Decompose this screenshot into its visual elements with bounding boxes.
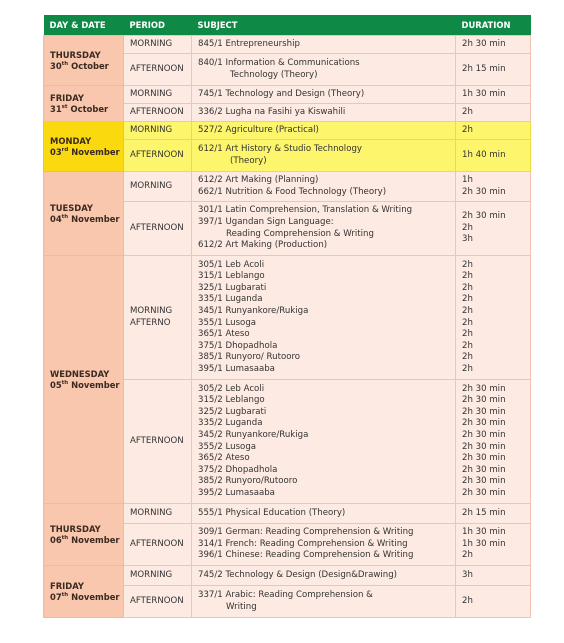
duration-cell: 2h [456,586,531,618]
duration-cell: 1h 40 min [456,140,531,172]
table-row [44,172,531,202]
day-cell-fri07: FRIDAY 07th November [44,566,124,618]
period-cell: AFTERNOON [124,380,192,504]
subject-cell: 745/1 Technology and Design (Theory) [192,86,456,104]
subject-cell: 336/2 Lugha na Fasihi ya Kiswahili [192,104,456,122]
period-cell: AFTERNOON [124,202,192,256]
subject-cell: 840/1 Information & Communications Technology (Theory) [192,54,456,86]
duration-cell: 3h [456,566,531,586]
period-cell: MORNING [124,566,192,586]
day-cell-tue04: TUESDAY 04th November [44,172,124,256]
period-cell: MORNING [124,504,192,524]
table-row [44,256,531,380]
subject-cell: 337/1 Arabic: Reading Comprehension & Writing [192,586,456,618]
exam-timetable [43,15,530,618]
table-row [44,566,531,586]
period-cell: MORNING [124,36,192,54]
header-duration: DURATION [456,15,531,36]
table-row [44,86,531,104]
duration-cell: 2h 2h 2h 2h 2h 2h 2h 2h 2h 2h [456,256,531,380]
duration-cell: 2h 15 min [456,54,531,86]
duration-cell: 1h 2h 30 min [456,172,531,202]
day-cell-thu06: THURSDAY 06th November [44,504,124,566]
period-cell: MORNING [124,122,192,140]
period-cell: AFTERNOON [124,586,192,618]
day-cell-mon03: MONDAY 03rd November [44,122,124,172]
day-name: THURSDAY [50,49,101,60]
subject-cell: 612/1 Art History & Studio Technology (Theory) [192,140,456,172]
timetable-table [43,15,531,618]
duration-cell: 2h [456,104,531,122]
subject-cell: 305/2 Leb Acoli 315/2 Leblango 325/2 Lugbarati 335/2 Luganda 345/2 Runyankore/Rukiga 355/2 Lusoga 365/2 Ateso 375/2 Dhopadhola 385/2 Runyoro/Rutooro 395/2 Lumasaaba [192,380,456,504]
duration-cell: 2h 30 min 2h 3h [456,202,531,256]
period-cell: MORNING [124,86,192,104]
duration-cell: 2h 15 min [456,504,531,524]
period-cell: AFTERNOON [124,140,192,172]
header-row [44,15,531,36]
table-row [44,504,531,524]
period-cell: MORNING [124,172,192,202]
duration-cell: 2h [456,122,531,140]
day-cell-thu30 [44,36,124,86]
table-row [44,122,531,140]
duration-cell: 1h 30 min 1h 30 min 2h [456,524,531,566]
duration-cell: 2h 30 min 2h 30 min 2h 30 min 2h 30 min 2h 30 min 2h 30 min 2h 30 min 2h 30 min 2h 30 min 2h 30 min [456,380,531,504]
duration-cell: 2h 30 min [456,36,531,54]
day-cell-fri31: FRIDAY 31st October [44,86,124,122]
period-cell: AFTERNOON [124,104,192,122]
subject-cell: 309/1 German: Reading Comprehension & Writing 314/1 French: Reading Comprehension & Writing 396/1 Chinese: Reading Comprehension & Writing [192,524,456,566]
subject-cell: 527/2 Agriculture (Practical) [192,122,456,140]
day-cell-wed05: WEDNESDAY 05th November [44,256,124,504]
day-date: 30th October [50,60,109,71]
duration-cell: 1h 30 min [456,86,531,104]
subject-cell: 555/1 Physical Education (Theory) [192,504,456,524]
subject-cell: 745/2 Technology & Design (Design&Drawing) [192,566,456,586]
period-cell: AFTERNOON [124,54,192,86]
table-row [44,36,531,54]
period-cell: MORNING AFTERNO [124,256,192,380]
header-day-date: DAY & DATE [44,15,124,36]
header-subject: SUBJECT [192,15,456,36]
subject-cell: 301/1 Latin Comprehension, Translation & Writing 397/1 Ugandan Sign Language: Reading Comprehension & Writing 612/2 Art Making (Production) [192,202,456,256]
period-cell: AFTERNOON [124,524,192,566]
header-period: PERIOD [124,15,192,36]
subject-cell: 845/1 Entrepreneurship [192,36,456,54]
subject-cell: 305/1 Leb Acoli 315/1 Leblango 325/1 Lugbarati 335/1 Luganda 345/1 Runyankore/Rukiga 355/1 Lusoga 365/1 Ateso 375/1 Dhopadhola 385/1 Runyoro/ Rutooro 395/1 Lumasaaba [192,256,456,380]
subject-cell: 612/2 Art Making (Planning) 662/1 Nutrition & Food Technology (Theory) [192,172,456,202]
